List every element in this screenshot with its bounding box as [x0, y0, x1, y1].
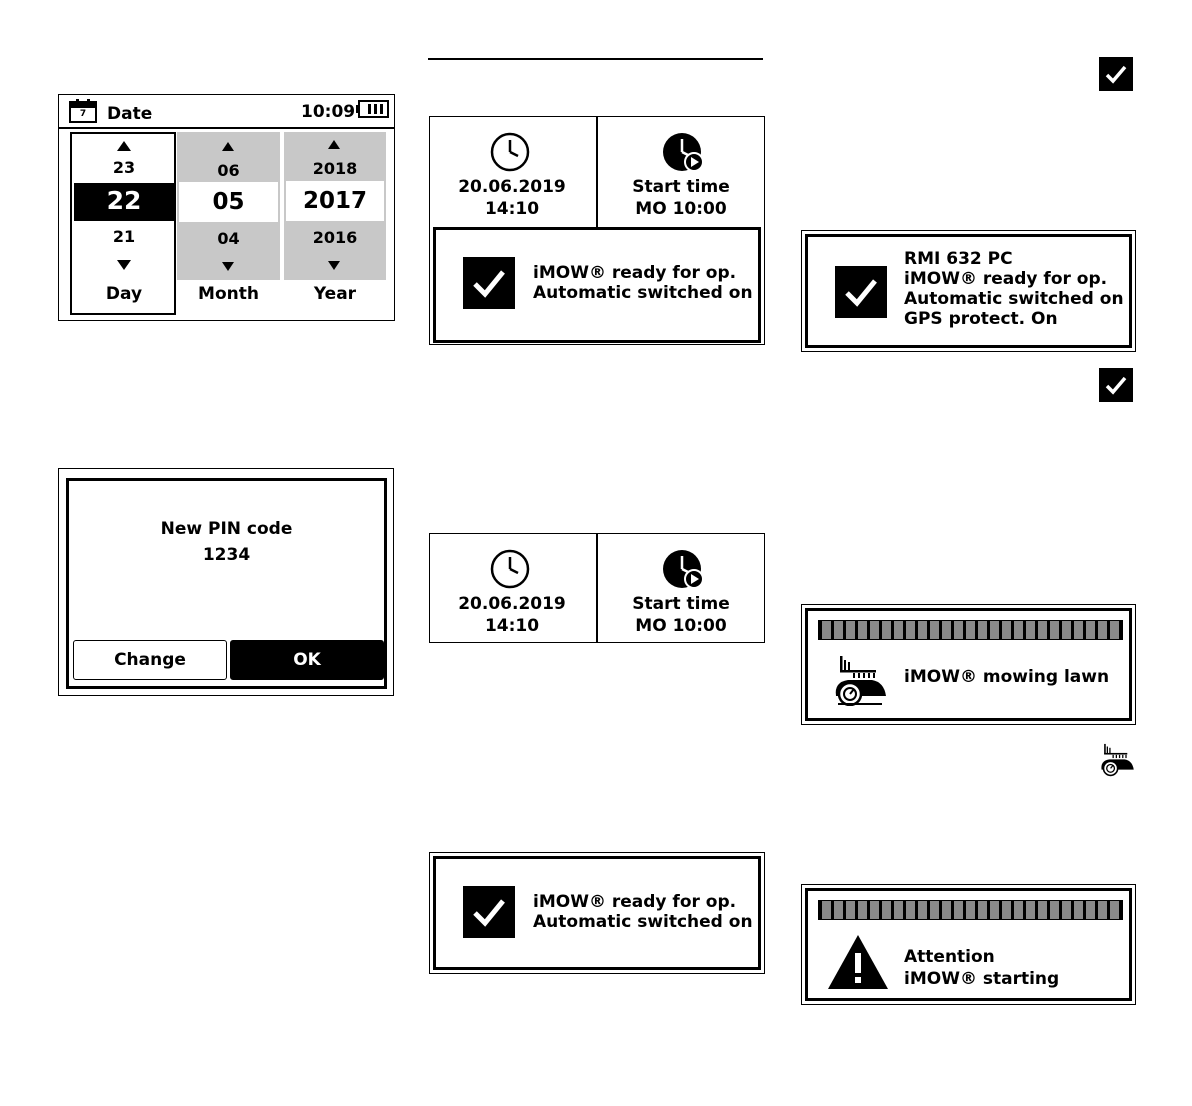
status-2-start-label: Start time — [632, 594, 730, 614]
status-1-message-line2: Automatic switched on — [533, 283, 753, 303]
year-selected: 2017 — [286, 181, 384, 221]
ok-button[interactable]: OK — [230, 640, 384, 680]
attention-screen — [801, 884, 1136, 1005]
status-1-date: 20.06.2019 — [458, 177, 566, 197]
info-line3: Automatic switched on — [904, 289, 1124, 309]
warning-icon — [826, 933, 890, 991]
date-title: Date — [107, 104, 153, 124]
status-screen-3 — [429, 852, 765, 974]
change-button[interactable]: Change — [73, 640, 227, 680]
year-up-arrow[interactable] — [328, 140, 340, 149]
month-label: Month — [198, 284, 259, 304]
month-down-arrow[interactable] — [222, 262, 234, 271]
month-up-arrow[interactable] — [222, 142, 234, 151]
month-prev: 06 — [217, 161, 240, 180]
year-next: 2016 — [312, 228, 358, 247]
day-label: Day — [105, 284, 143, 304]
info-line4: GPS protect. On — [904, 309, 1058, 329]
pin-dialog — [66, 478, 387, 689]
pin-screen — [58, 468, 394, 696]
clock-icon — [490, 549, 530, 589]
day-up-arrow[interactable] — [117, 141, 131, 151]
info-line2: iMOW® ready for op. — [904, 269, 1108, 289]
header-clock: 10:09 — [301, 102, 356, 122]
status-2-start-value: MO 10:00 — [635, 616, 727, 636]
status-1-time: 14:10 — [484, 199, 540, 219]
mower-icon — [1099, 742, 1135, 778]
day-down-arrow[interactable] — [117, 260, 131, 270]
year-column[interactable] — [284, 132, 386, 280]
checkmark-icon — [835, 266, 887, 318]
status-1-message-box — [433, 227, 761, 343]
pin-code: 1234 — [202, 545, 251, 565]
month-column[interactable] — [177, 132, 280, 280]
status-3-message-line2: Automatic switched on — [533, 912, 753, 932]
month-selected: 05 — [179, 182, 278, 222]
attention-line2: iMOW® starting — [904, 969, 1060, 989]
mowing-message: iMOW® mowing lawn — [904, 667, 1110, 687]
calendar-day-number: 7 — [79, 109, 87, 119]
start-time-icon — [662, 549, 706, 591]
progress-bar — [818, 900, 1123, 920]
mowing-screen — [801, 604, 1136, 725]
status-1-message-line1: iMOW® ready for op. — [533, 263, 737, 283]
info-message-box — [805, 234, 1132, 348]
attention-message-box — [805, 888, 1132, 1001]
pin-title: New PIN code — [160, 519, 293, 539]
day-column[interactable] — [70, 132, 176, 315]
day-prev: 23 — [112, 158, 136, 177]
status-screen-2 — [429, 533, 765, 643]
status-3-message-line1: iMOW® ready for op. — [533, 892, 737, 912]
checkmark-icon — [463, 257, 515, 309]
info-line1: RMI 632 PC — [904, 249, 1013, 269]
clock-icon — [490, 132, 530, 172]
attention-line1: Attention — [904, 947, 995, 967]
status-1-start-label: Start time — [632, 177, 730, 197]
progress-bar — [818, 620, 1123, 640]
status-1-start-value: MO 10:00 — [635, 199, 727, 219]
checkmark-icon — [1099, 368, 1133, 402]
status-3-message-box — [433, 856, 761, 970]
header-separator — [59, 127, 394, 129]
day-selected: 22 — [74, 183, 174, 221]
status-2-time: 14:10 — [484, 616, 540, 636]
mower-icon — [832, 656, 888, 706]
year-label: Year — [313, 284, 357, 304]
status-screen-1 — [429, 116, 765, 345]
battery-icon — [356, 100, 390, 118]
checkmark-icon — [463, 886, 515, 938]
day-next: 21 — [112, 227, 136, 246]
checkmark-icon — [1099, 57, 1133, 91]
mowing-message-box — [805, 608, 1132, 721]
start-time-icon — [662, 132, 706, 174]
status-2-date: 20.06.2019 — [458, 594, 566, 614]
section-divider — [428, 58, 763, 60]
year-prev: 2018 — [312, 159, 358, 178]
month-next: 04 — [217, 229, 240, 248]
date-screen — [58, 94, 395, 321]
year-down-arrow[interactable] — [328, 261, 340, 270]
info-screen — [801, 230, 1136, 352]
